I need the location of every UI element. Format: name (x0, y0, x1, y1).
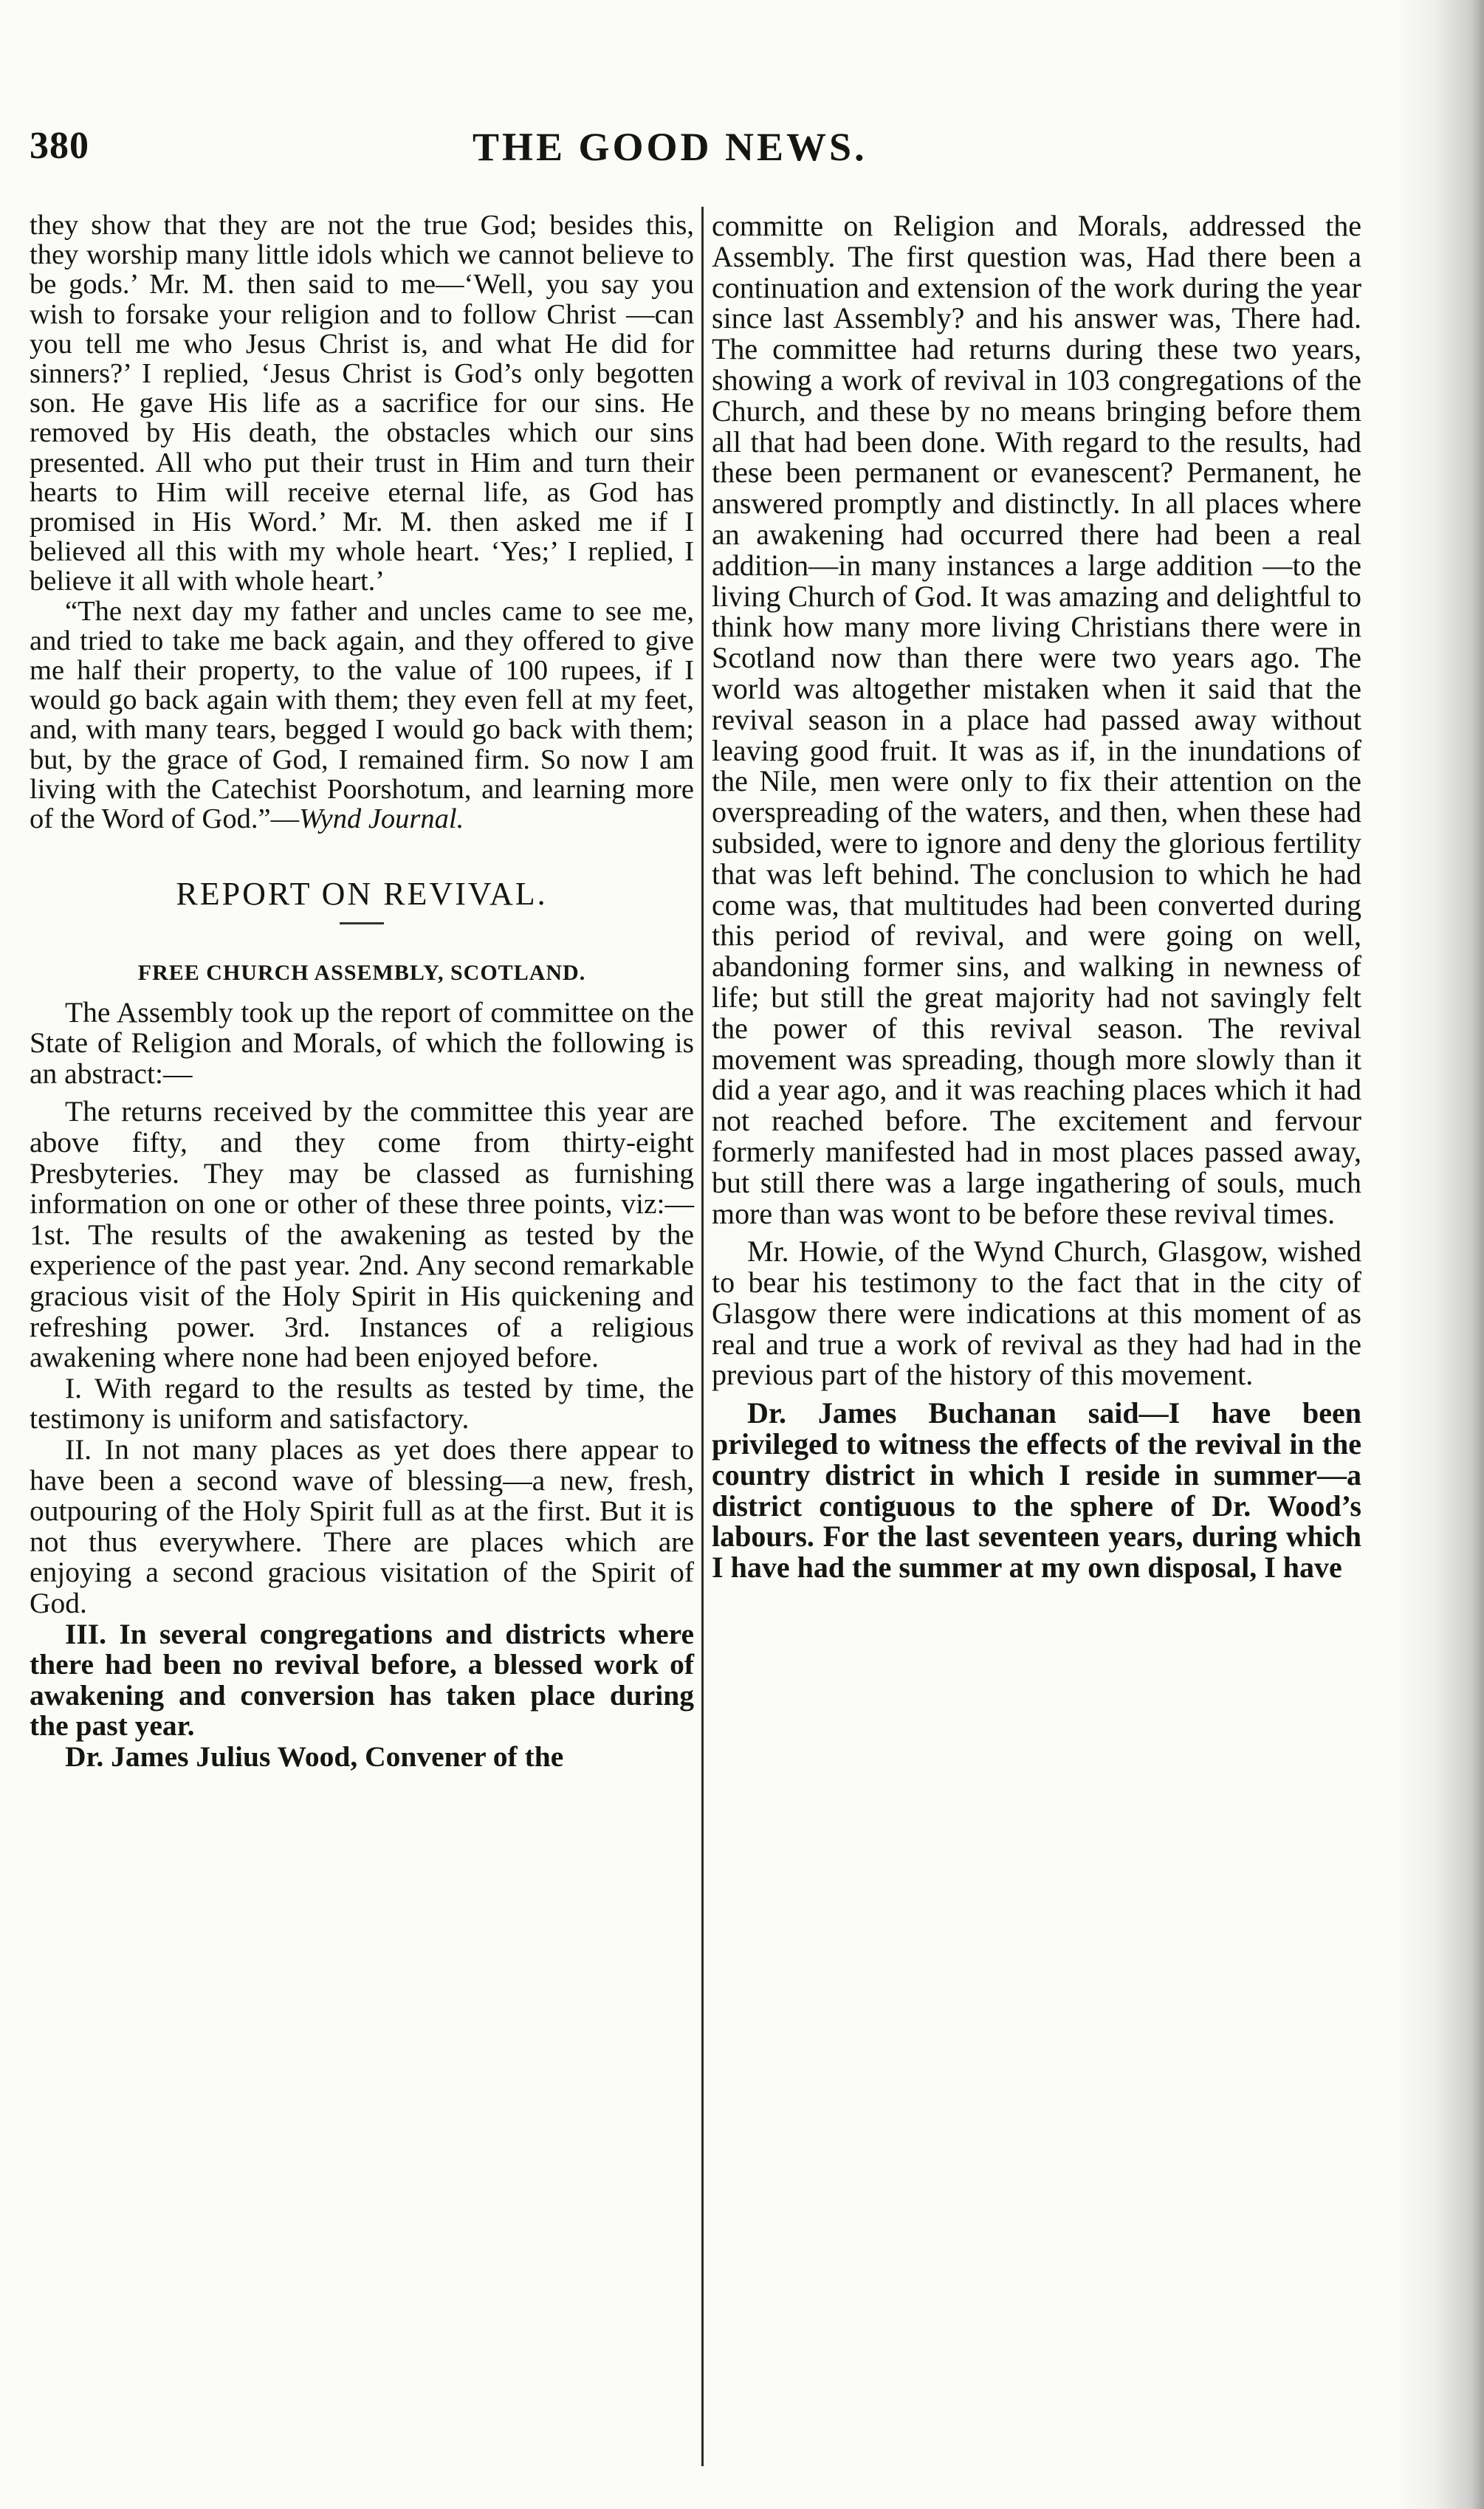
left-paragraph-8: Dr. James Julius Wood, Convener of the (65, 1740, 564, 1773)
left-paragraph-4: The returns received by the committee this year are above fifty, and they come from thirty-eight Presbyteries. They may be classed as furnishing information on one or other of these three points, viz:—1st. The results of the awakening as tested by the experience of the past year. 2nd. Any second remarkable gracious visit of the Holy Spirit in His quickening and refreshing power. 3rd. Instances of a religious awakening where none had been enjoyed before. (30, 1095, 694, 1374)
page-header (30, 124, 1373, 191)
page-number: 380 (30, 125, 89, 167)
left-paragraph-2-text: “The next day my father and uncles came to see me, and tried to take me back again, and they offered to give me half their property, to the value of 100 rupees, if I would go back again with them; they even fell at my feet, and, with many tears, begged I would go back with them; but, by the grace of God, I remained firm. So now I am living with the Catechist Poorshotum, and learning more of the Word of God.”— (30, 595, 694, 835)
source-citation: Wynd Journal. (299, 803, 464, 835)
left-column (30, 210, 694, 1773)
right-paragraph-2: Mr. Howie, of the Wynd Church, Glasgow, wished to bear his testimony to the fact that in the city of Glasgow there were indications at this moment of as real and true a work of revival as they had had in the previous part of the history of this movement. (712, 1235, 1361, 1392)
left-paragraph-2 (30, 597, 694, 834)
heading-divider (340, 922, 384, 924)
running-title: THE GOOD NEWS. (473, 125, 868, 169)
right-paragraph-3: Dr. James Buchanan said—I have been privileged to witness the effects of the revival in the country district in which I reside in summer—a district contiguous to the sphere of Dr. Wood’s labours. For the last seventeen years, during which I have had the summer at my own disposal, I have (712, 1396, 1361, 1585)
left-paragraph-3: The Assembly took up the report of committee on the State of Religion and Morals, of which the following is an abstract:— (30, 995, 694, 1090)
right-column (712, 210, 1361, 1583)
report-heading: REPORT ON REVIVAL. (176, 876, 548, 913)
report-subheading: FREE CHURCH ASSEMBLY, SCOTLAND. (137, 961, 586, 986)
column-rule (701, 207, 704, 2466)
page-edge-shadow (1395, 0, 1484, 2509)
left-paragraph-7: III. In several congregations and districts where there had been no revival before, a blessed work of awakening and conversion has taken place during the past year. (30, 1617, 694, 1743)
left-paragraph-1: they show that they are not the true God; besides this, they worship many little idols which we cannot believe to be gods.’ Mr. M. then said to me—‘Well, you say you wish to forsake your religion and to follow Christ —can you tell me who Jesus Christ is, and what He did for sinners?’ I replied, ‘Jesus Christ is God’s only begotten son. He gave His life as a sacrifice for our sins. He removed by His death, the obstacles which our sins presented. All who put their trust in Him and turn their hearts to Him will receive eternal life, as God has promised in His Word.’ Mr. M. then asked me if I believed all this with my whole heart. ‘Yes;’ I replied, I believe it all with whole heart.’ (30, 210, 694, 597)
right-paragraph-1: committe on Religion and Morals, addressed the Assembly. The first question was, Had there been a continuation and extension of the work during the year since last Assembly? and his answer was, There had. The committee had returns during these two years, showing a work of revival in 103 congregations of the Church, and these by no means bringing before them all that had been done. With regard to the results, had these been permanent or evanescent? Permanent, he answered promptly and distinctly. In all places where an awakening had occurred there had been a real addition—in many instances a large addition —to the living Church of God. It was amazing and delightful to think how many more living Christians there were in Scotland now than there were two years ago. The world was altogether mistaken when it said that the revival season in a place had passed away without leaving good fruit. It was as if, in the inundations of the Nile, men were only to fix their attention on the overspreading of the waters, and then, when these had subsided, were to ignore and deny the glorious fertility that was left behind. The conclusion to which he had come was, that multitudes had been converted during this period of revival, and were going on well, abandoning former sins, and walking in newness of life; but still the great majority had not savingly felt the power of this revival season. The revival movement was spreading, though more slowly than it did a year ago, and it was reaching places which it had not reached before. The excitement and fervour formerly manifested had in most places passed away, but still there was a large ingathering of souls, much more than was wont to be before these revival times. (712, 209, 1361, 1230)
left-paragraph-6: II. In not many places as yet does there appear to have been a second wave of blessing—a new, fresh, outpouring of the Holy Spirit full as at the first. But it is not thus everywhere. There are places which are enjoying a second gracious visitation of the Spirit of God. (30, 1432, 694, 1619)
left-paragraph-5: I. With regard to the results as tested by time, the testimony is uniform and satisfactory. (30, 1371, 694, 1435)
